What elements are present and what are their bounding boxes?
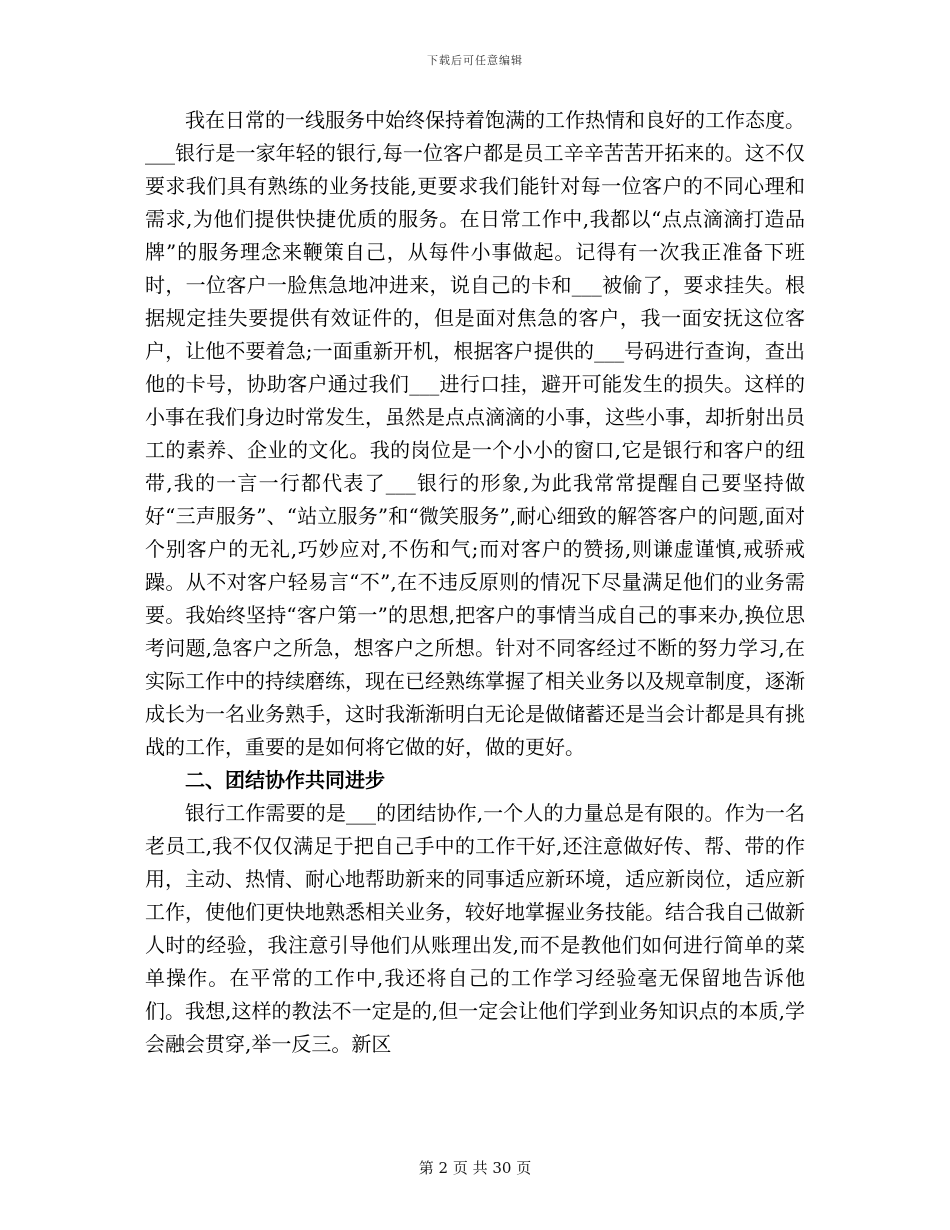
section-heading: 二、团结协作共同进步 <box>185 768 385 792</box>
body-paragraph: 银行工作需要的是___的团结协作,一个人的力量总是有限的。作为一名老员工,我不仅仅满足于把自己手中的工作干好,还注意做好传、帮、带的作用，主动、热情、耐心地帮助新来的同事适应新环境，适应新岗位，适应新工作，使他们更快地熟悉相关业务，较好地掌握业务技能。结合我自己做新人时的经验，我注意引导他们从账理出发,而不是教他们如何进行简单的菜单操作。在平常的工作中,我还将自己的工作学习经验毫无保留地告诉他们。我想,这样的教法不一定是的,但一定会让他们学到业务知识点的本质,学会融会贯穿,举一反三。新区 <box>145 801 805 1056</box>
page-number: 第 2 页 共 30 页 <box>418 1159 532 1177</box>
body-paragraph: 我在日常的一线服务中始终保持着饱满的工作热情和良好的工作态度。___银行是一家年轻的银行,每一位客户都是员工辛辛苦苦开拓来的。这不仅要求我们具有熟练的业务技能,更要求我们能针对每一位客户的不同心理和需求,为他们提供快捷优质的服务。在日常工作中,我都以“点点滴滴打造品牌”的服务理念来鞭策自己，从每件小事做起。记得有一次我正准备下班时，一位客户一脸焦急地冲进来，说自己的卡和___被偷了，要求挂失。根据规定挂失要提供有效证件的，但是面对焦急的客户，我一面安抚这位客户，让他不要着急;一面重新开机，根据客户提供的___号码进行查询，查出他的卡号，协助客户通过我们___进行口挂，避开可能发生的损失。这样的小事在我们身边时常发生，虽然是点点滴滴的小事，这些小事，却折射出员工的素养、企业的文化。我的岗位是一个小小的窗口,它是银行和客户的纽带,我的一言一行都代表了___银行的形象,为此我常常提醒自己要坚持做好“三声服务”、“站立服务”和“微笑服务”,耐心细致的解答客户的问题,面对个别客户的无礼,巧妙应对,不伤和气;而对客户的赞扬,则谦虚谨慎,戒骄戒躁。从不对客户轻易言“不”,在不违反原则的情况下尽量满足他们的业务需要。我始终坚持“客户第一”的思想,把客户的事情当成自己的事来办,换位思考问题,急客户之所急，想客户之所想。针对不同客经过不断的努力学习,在实际工作中的持续磨练，现在已经熟练掌握了相关业务以及规章制度，逐渐成长为一名业务熟手，这时我渐渐明白无论是做储蓄还是当会计都是具有挑战的工作，重要的是如何将它做的好，做的更好。 <box>145 108 805 759</box>
page-header: 下载后可任意编辑 <box>427 54 523 67</box>
document-body <box>145 104 805 1061</box>
